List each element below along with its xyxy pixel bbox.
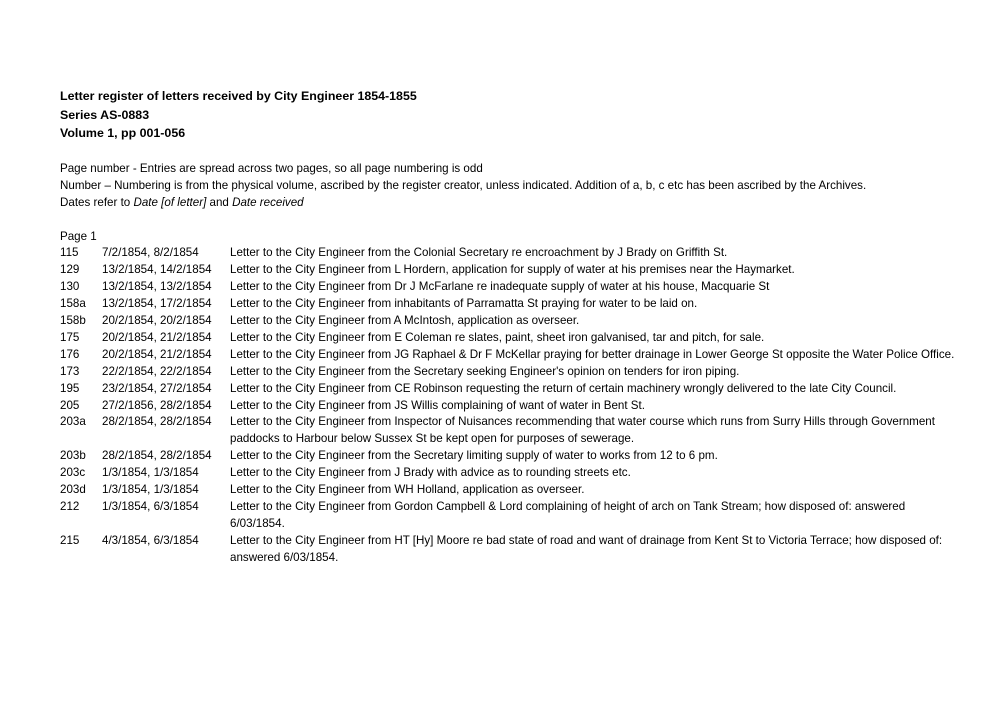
entry-number: 175 — [60, 330, 80, 344]
entry-dates: 20/2/1854, 21/2/1854 — [102, 330, 212, 344]
entry-description: Letter to the City Engineer from the Colonial Secretary re encroachment by J Brady on Griffith St. — [230, 246, 728, 260]
entry-number: 176 — [60, 347, 80, 361]
entry-description: Letter to the City Engineer from Dr J McFarlane re inadequate supply of water at his house, Macquarie St — [230, 280, 770, 294]
dates-note — [60, 195, 960, 212]
entry-number: 203c — [60, 466, 86, 480]
entry-number: 129 — [60, 263, 80, 277]
entry-row — [60, 465, 960, 482]
entry-row — [60, 296, 960, 313]
entry-dates: 28/2/1854, 28/2/1854 — [102, 415, 212, 429]
page-label: Page 1 — [60, 229, 97, 243]
entry-dates: 28/2/1854, 28/2/1854 — [102, 449, 212, 463]
entry-number: 195 — [60, 381, 80, 395]
entry-description: Letter to the City Engineer from JG Raphael & Dr F McKellar praying for better drainage in Lower George St opposite the Water Police Office. — [230, 347, 955, 361]
entry-description: Letter to the City Engineer from the Secretary seeking Engineer's opinion on tenders for iron piping. — [230, 364, 740, 378]
entry-dates: 4/3/1854, 6/3/1854 — [102, 533, 199, 547]
entry-row — [60, 381, 960, 398]
intro-notes — [60, 161, 960, 212]
entry-number: 158b — [60, 314, 86, 328]
entry-row — [60, 414, 960, 448]
entry-number: 215 — [60, 533, 80, 547]
entry-number: 212 — [60, 500, 80, 513]
entry-row — [60, 364, 960, 381]
dates-note-term-letter: Date [of letter] — [133, 195, 207, 209]
entry-dates: 13/2/1854, 14/2/1854 — [102, 263, 212, 277]
entry-number: 203a — [60, 415, 86, 429]
number-note: Number – Numbering is from the physical volume, ascribed by the register creator, unless indicated. Addition of a, b, c etc has been ascribed by the Archives. — [60, 178, 867, 192]
document-page — [60, 87, 960, 567]
entry-description: Letter to the City Engineer from Gordon Campbell & Lord complaining of height of arch on Tank Stream; how disposed of: answered 6/03/1854. — [230, 500, 906, 530]
page-number-note: Page number - Entries are spread across two pages, so all page numbering is odd — [60, 161, 483, 175]
entry-row — [60, 279, 960, 296]
entry-description: Letter to the City Engineer from Inspector of Nuisances recommending that water course which runs from Surry Hills through Government paddocks to Harbour below Sussex St be kept open for purposes of sewerage. — [230, 415, 935, 446]
entry-row — [60, 313, 960, 330]
entry-row — [60, 330, 960, 347]
entry-description: Letter to the City Engineer from HT [Hy] Moore re bad state of road and want of drainage from Kent St to Victoria Terrace; how disposed of: answered 6/03/1854. — [230, 533, 943, 564]
document-header — [60, 87, 960, 143]
entry-description: Letter to the City Engineer from L Hordern, application for supply of water at his premises near the Haymarket. — [230, 263, 795, 277]
entry-number: 158a — [60, 297, 86, 311]
entry-list — [60, 245, 960, 566]
entry-dates: 20/2/1854, 21/2/1854 — [102, 347, 212, 361]
entry-dates: 27/2/1856, 28/2/1854 — [102, 398, 212, 412]
dates-note-and: and — [206, 195, 233, 209]
entry-row — [60, 347, 960, 364]
dates-note-term-received: Date received — [232, 195, 304, 209]
entry-row — [60, 245, 960, 262]
entry-dates: 1/3/1854, 1/3/1854 — [102, 466, 199, 480]
entry-description: Letter to the City Engineer from inhabitants of Parramatta St praying for water to be laid on. — [230, 297, 698, 311]
entry-description: Letter to the City Engineer from J Brady with advice as to rounding streets etc. — [230, 466, 631, 480]
entry-description: Letter to the City Engineer from the Secretary limiting supply of water to works from 12 to 6 pm. — [230, 449, 718, 463]
entry-row — [60, 482, 960, 499]
entry-dates: 23/2/1854, 27/2/1854 — [102, 381, 212, 395]
entry-description: Letter to the City Engineer from JS Willis complaining of want of water in Bent St. — [230, 398, 645, 412]
series-label: Series AS-0883 — [60, 107, 150, 122]
entry-dates: 20/2/1854, 20/2/1854 — [102, 314, 212, 328]
entry-number: 205 — [60, 398, 80, 412]
entry-dates: 13/2/1854, 17/2/1854 — [102, 297, 212, 311]
entry-number: 115 — [60, 246, 79, 260]
entry-dates: 7/2/1854, 8/2/1854 — [102, 246, 199, 260]
document-title: Letter register of letters received by City Engineer 1854-1855 — [60, 89, 417, 103]
entry-row — [60, 262, 960, 279]
entry-dates: 22/2/1854, 22/2/1854 — [102, 364, 212, 378]
entry-dates: 1/3/1854, 6/3/1854 — [102, 500, 199, 513]
entry-dates: 13/2/1854, 13/2/1854 — [102, 280, 212, 294]
entry-number: 203b — [60, 449, 86, 463]
entry-description: Letter to the City Engineer from WH Holland, application as overseer. — [230, 483, 585, 497]
entry-number: 173 — [60, 364, 80, 378]
entry-number: 203d — [60, 483, 86, 497]
entry-row — [60, 398, 960, 415]
volume-label: Volume 1, pp 001-056 — [60, 126, 186, 141]
entry-dates: 1/3/1854, 1/3/1854 — [102, 483, 199, 497]
entry-description: Letter to the City Engineer from A McIntosh, application as overseer. — [230, 314, 580, 328]
entry-description: Letter to the City Engineer from E Coleman re slates, paint, sheet iron galvanised, tar and pitch, for sale. — [230, 330, 765, 344]
entry-description: Letter to the City Engineer from CE Robinson requesting the return of certain machinery wrongly delivered to the late City Council. — [230, 381, 897, 395]
entry-row — [60, 448, 960, 465]
entry-number: 130 — [60, 280, 80, 294]
dates-note-prefix: Dates refer to — [60, 195, 134, 209]
entry-row — [60, 533, 960, 567]
entry-row — [60, 499, 960, 533]
